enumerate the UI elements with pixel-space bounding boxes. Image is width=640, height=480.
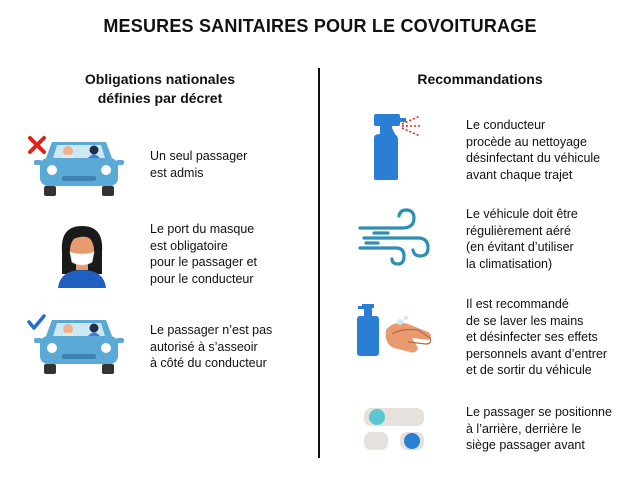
car-with-cross-icon [26, 134, 126, 202]
woman-with-mask-icon [52, 222, 112, 288]
wind-icon [358, 206, 432, 268]
seat-layout-icon [360, 406, 430, 452]
recommendation-text-3: Il est recommandé de se laver les mains et désinfecter ses effets personnels avant d’entrer et de sortir du véhicule [466, 297, 608, 377]
recommendation-text-1: Le conducteur procède au nettoyage désinfectant du véhicule avant chaque trajet [466, 118, 601, 182]
obligation-text-2: Le port du masque est obligatoire pour le passager et pour le conducteur [150, 222, 258, 286]
page-title: MESURES SANITAIRES POUR LE COVOITURAGE [103, 16, 537, 36]
column-divider [318, 68, 320, 458]
cross-icon [30, 138, 44, 152]
obligation-text-3: Le passager n’est pas autorisé à s’asseoir à côté du conducteur [150, 323, 273, 370]
recommendation-text-2: Le véhicule doit être régulièrement aéré (en évitant d’utiliser la climatisation) [466, 207, 578, 271]
hand-wash-icon [354, 300, 438, 360]
right-column-heading: Recommandations [417, 71, 543, 87]
left-column-heading: Obligations nationales définies par décret [84, 71, 236, 106]
obligation-text-1: Un seul passager est admis [150, 149, 248, 180]
check-icon [29, 316, 44, 328]
recommendation-text-4: Le passager se positionne à l’arrière, derrière le siège passager avant [466, 405, 612, 452]
spray-bottle-icon [362, 108, 426, 184]
car-with-check-icon [26, 312, 126, 380]
